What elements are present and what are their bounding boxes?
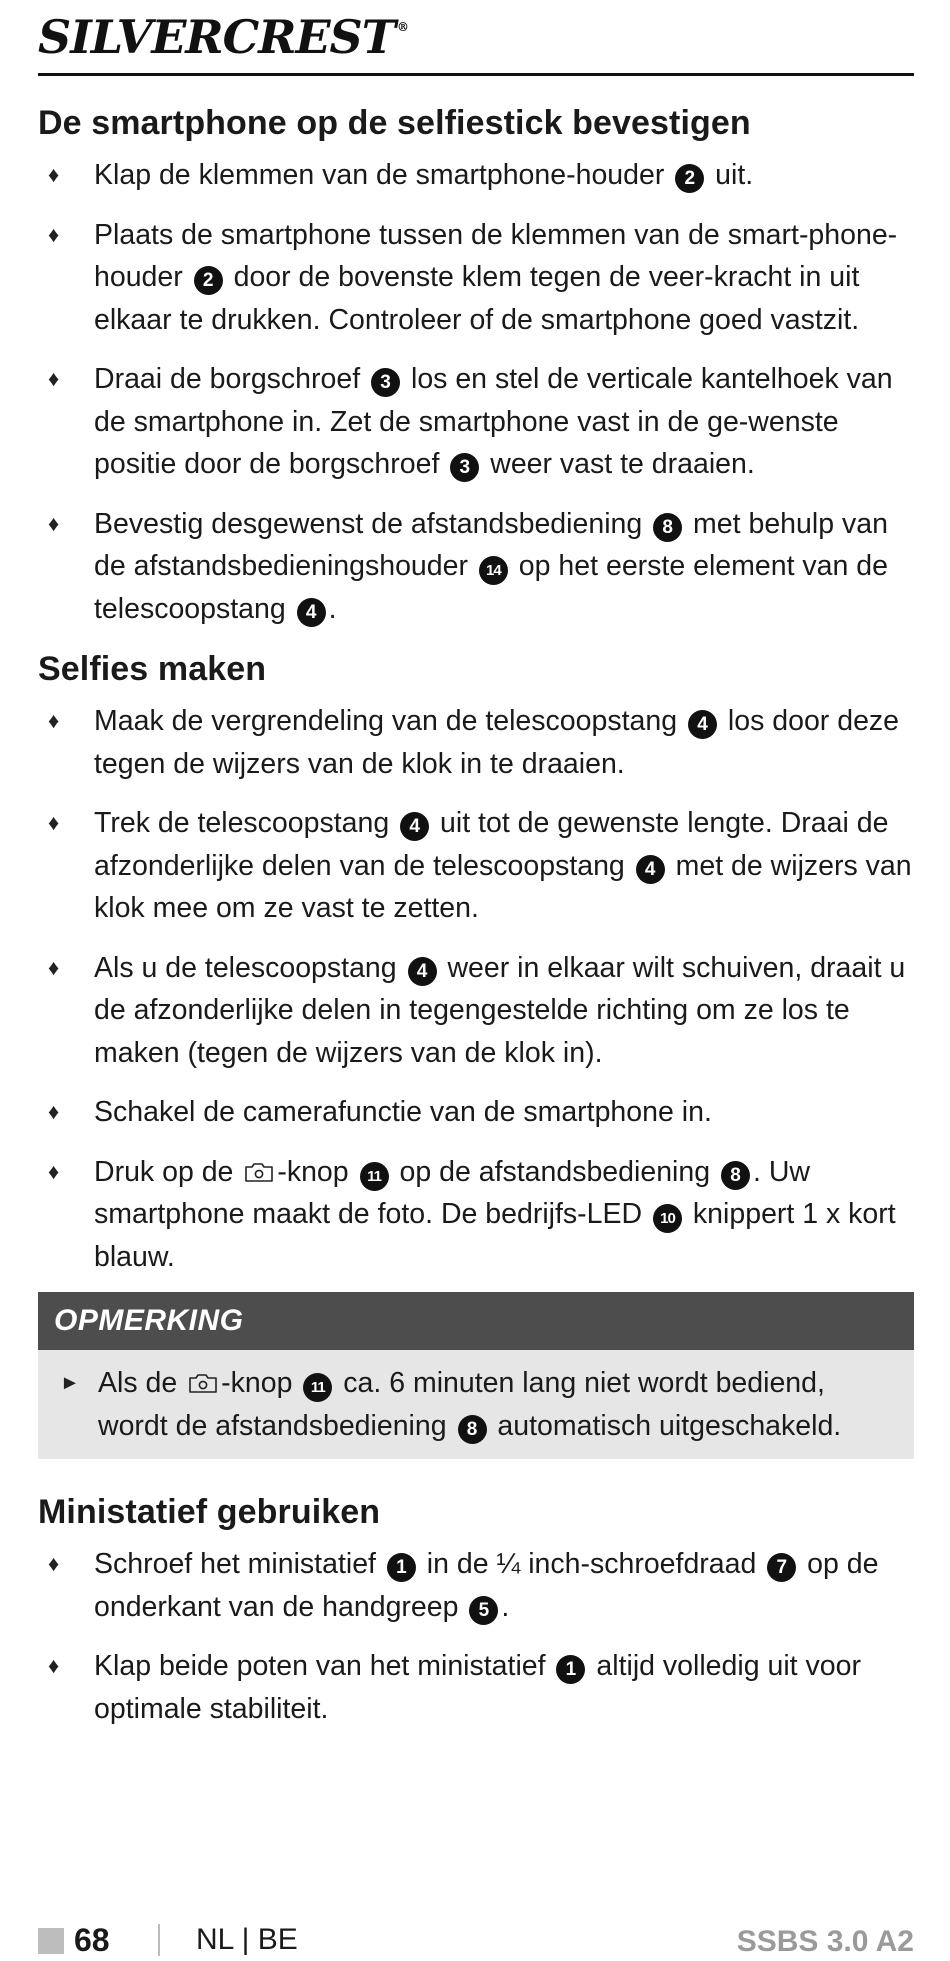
note-text: Als de -knop 11 ca. 6 minuten lang niet wordt bediend, wordt de afstandsbediening 8 automatisch uitgeschakeld. <box>98 1367 842 1442</box>
diamond-bullet-icon: ♦ <box>48 1158 60 1184</box>
callout-number-icon: 8 <box>458 1415 487 1444</box>
diamond-bullet-icon: ♦ <box>48 1099 60 1124</box>
list-item <box>38 214 914 342</box>
footer-square-icon <box>38 1928 64 1954</box>
list-item <box>38 947 914 1075</box>
callout-number-icon: 2 <box>675 164 704 193</box>
callout-number-icon: 4 <box>688 710 717 739</box>
callout-number-icon: 4 <box>400 812 429 841</box>
model-number: SSBS 3.0 A2 <box>736 1925 914 1958</box>
list-item <box>38 503 914 631</box>
list-item <box>38 358 914 486</box>
list-item-text: Klap beide poten van het ministatief 1 altijd volledig uit voor optimale stabiliteit. <box>94 1650 861 1725</box>
manual-page <box>38 0 914 1961</box>
callout-number-icon: 1 <box>387 1553 416 1582</box>
callout-number-icon: 11 <box>360 1162 389 1191</box>
diamond-bullet-icon: ♦ <box>48 366 60 391</box>
section-taking-selfies <box>38 644 914 1278</box>
list-item <box>38 1091 914 1134</box>
list-item-text: Draai de borgschroef 3 los en stel de verticale kantelhoek van de smartphone in. Zet de smartphone vast in de ge-wenste positie door de borgschroef 3 weer vast te draaien. <box>94 363 893 480</box>
callout-number-icon: 5 <box>469 1596 498 1625</box>
brand-logo: SILVERCREST ® <box>38 10 408 64</box>
callout-number-icon: 3 <box>450 453 479 482</box>
list-item <box>38 1543 914 1628</box>
list-item <box>38 700 914 785</box>
list-item <box>38 154 914 197</box>
list-item-text: Bevestig desgewenst de afstandsbediening 8 met behulp van de afstandsbedieningshouder 14 op het eerste element van de telescoopstang 4 . <box>94 507 888 625</box>
diamond-bullet-icon: ♦ <box>48 954 60 980</box>
callout-number-icon: 4 <box>297 598 326 627</box>
diamond-bullet-icon: ♦ <box>48 708 60 733</box>
page-footer <box>38 1922 914 1958</box>
callout-number-icon: 4 <box>636 855 665 884</box>
list-item-text: Schroef het ministatief 1 in de ¼ inch-schroefdraad 7 op de onderkant van de handgreep 5 . <box>94 1548 879 1623</box>
section-mini-tripod <box>38 1487 914 1730</box>
callout-number-icon: 2 <box>194 266 223 295</box>
section-title: Selfies maken <box>38 650 267 688</box>
list-item-text: Druk op de -knop 11 op de afstandsbediening 8 . Uw smartphone maakt de foto. De bedrijfs-LED 10 knippert 1 x kort blauw. <box>94 1155 896 1273</box>
callout-number-icon: 7 <box>767 1553 796 1582</box>
callout-number-icon: 11 <box>303 1373 332 1402</box>
list-item <box>38 1151 914 1279</box>
arrow-bullet-icon: ► <box>60 1372 80 1394</box>
list-item-text: Maak de vergrendeling van de telescoopstang 4 los door deze tegen de wijzers van de klok in te draaien. <box>94 705 900 780</box>
page-number: 68 <box>74 1922 110 1958</box>
note-body <box>38 1350 914 1459</box>
header-rule <box>38 73 914 76</box>
list-item-text: Als u de telescoopstang 4 weer in elkaar wilt schuiven, draait u de afzonderlijke delen in tegengestelde richting om ze los te maken (tegen de wijzers van de klok in). <box>94 951 906 1069</box>
callout-number-icon: 1 <box>556 1655 585 1684</box>
content <box>38 98 914 1744</box>
diamond-bullet-icon: ♦ <box>48 221 60 247</box>
camera-icon <box>243 1160 275 1184</box>
camera-icon <box>187 1371 219 1395</box>
callout-number-icon: 8 <box>721 1161 750 1190</box>
diamond-bullet-icon: ♦ <box>48 810 60 835</box>
note-box <box>38 1292 914 1459</box>
note-heading: OPMERKING <box>38 1292 914 1350</box>
section-title: Ministatief gebruiken <box>38 1493 381 1531</box>
list-item-text: Schakel de camerafunctie van de smartphone in. <box>94 1096 712 1128</box>
diamond-bullet-icon: ♦ <box>48 1653 60 1678</box>
callout-number-icon: 10 <box>653 1204 682 1233</box>
diamond-bullet-icon: ♦ <box>48 162 60 187</box>
diamond-bullet-icon: ♦ <box>48 510 60 536</box>
callout-number-icon: 4 <box>408 957 437 986</box>
list-item-text: Klap de klemmen van de smartphone-houder 2 uit. <box>94 159 754 191</box>
callout-number-icon: 8 <box>653 513 682 542</box>
section-title: De smartphone op de selfiestick bevestigen <box>38 104 751 142</box>
diamond-bullet-icon: ♦ <box>48 1551 60 1576</box>
list-item-text: Trek de telescoopstang 4 uit tot de gewenste lengte. Draai de afzonderlijke delen van de telescoopstang 4 met de wijzers van klok mee om ze vast te zetten. <box>94 807 912 924</box>
footer-language: NL | BE <box>196 1923 298 1956</box>
list-item-text: Plaats de smartphone tussen de klemmen van de smart-phone-houder 2 door de bovenste klem tegen de veer-kracht in uit elkaar te drukken. Controleer of de smartphone goed vastzit. <box>94 218 898 336</box>
section-attach-smartphone <box>38 98 914 630</box>
callout-number-icon: 3 <box>371 368 400 397</box>
list-item <box>38 1645 914 1730</box>
footer-divider <box>158 1924 160 1956</box>
list-item <box>38 802 914 930</box>
callout-number-icon: 14 <box>479 556 508 585</box>
